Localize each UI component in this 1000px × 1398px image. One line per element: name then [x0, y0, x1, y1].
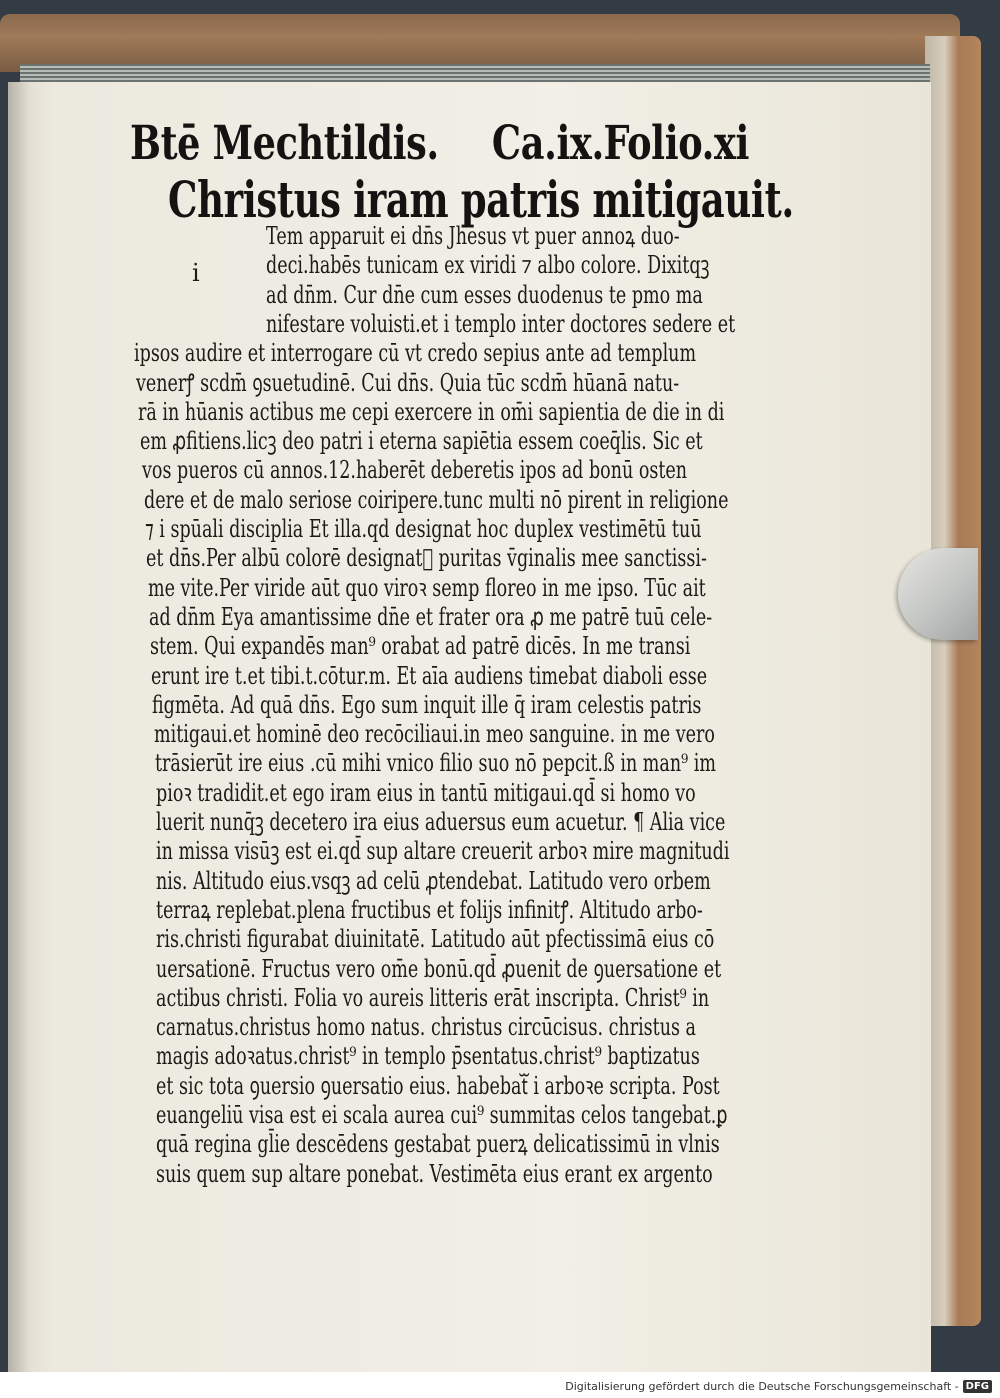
text-line: stem. Qui expandēs man⁹ orabat ad patrē dicēs. In me transi [150, 632, 691, 661]
text-line: terraꝝ replebat.plena fructibus et folijs infinitꝭ. Altitudo arbo- [156, 895, 703, 924]
running-head-left: Btē Mechtildis. [130, 116, 439, 171]
text-line: Tem apparuit ei dn̄s Jhesus vt puer annoꝝ duo- [266, 222, 680, 250]
marginal-letter: i [192, 259, 200, 287]
text-line: venerꝭ scdm̄ ꝯsuetudinē. Cui dn̄s. Quia tūc scdm̄ hūanā natu- [136, 368, 680, 397]
text-line: pioꝛ tradidit.et ego iram eius in tantū mitigaui.qd̄ si homo vo [156, 778, 696, 807]
text-line: vos pueros cū annos.12.haberēt deberetis ipos ad bonū osten [142, 456, 688, 485]
text-line: mitigaui.et hominē deo recōciliaui.in meo sanguine. in me vero [153, 720, 715, 749]
dfg-logo: DFG [963, 1380, 992, 1393]
running-head-folio: Folio.xi [603, 116, 750, 171]
text-line: uersationē. Fructus vero om̄e bonū.qd̄ ꝓuenit de ꝯuersatione et [156, 954, 722, 983]
text-line: erunt ire t.et tibi.t.cōtur.m. Et aīa audiens timebat diaboli esse [151, 661, 708, 690]
text-line: in missa visūꝫ est ei.qd̄ sup altare creuerit arboꝛ mire magnitudi [156, 837, 730, 866]
text-line: suis quem sup altare ponebat. Vestimēta eius erant ex argento [156, 1159, 713, 1188]
text-line: ⁊ i spūali disciplia Et illa.qd designat hoc duplex vestimētū tuū [145, 515, 702, 543]
book-cover-board-right [925, 36, 981, 1326]
footer-credit [565, 1377, 992, 1395]
text-line: et dn̄s.Per albū colorē designatᷓ puritas v̄ginalis mee sanctissi- [146, 544, 708, 573]
text-line: carnatus.christus homo natus. christus circūcisus. christus a [156, 1013, 696, 1042]
chapter-title: Christus iram patris mitigauit. [168, 170, 794, 229]
text-line: nifestare voluisti.et i templo inter doctores sedere et [266, 309, 736, 338]
funding-text: Digitalisierung gefördert durch die Deutsche Forschungsgemeinschaft - [565, 1379, 959, 1393]
text-line: et sic tota ꝯuersio ꝯuersatio eius. habebatᷓ i arboꝛe scripta. Post [156, 1071, 720, 1100]
text-line: ad dn̄m Eya amantissime dn̄e et frater ora ꝓ me patrē tuū cele- [148, 602, 712, 631]
text-line: euangeliū visa est ei scala aurea cui⁹ summitas celos tangebat.ꝑ [156, 1101, 728, 1129]
text-line: em ꝓfitiens.licꝫ deo patri i eterna sapiētia essem coeq̄lis. Sic et [140, 427, 703, 456]
text-line: dere et de malo seriose coiripere.tunc multi nō pirent in religione [144, 485, 729, 514]
text-line: ad dn̄m. Cur dn̄e cum esses duodenus te pmo ma [266, 280, 703, 309]
text-line: deci.habēs tunicam ex viridi ⁊ albo colore. Dixitqꝫ [266, 251, 710, 280]
text-line: ris.christi figurabat diuinitatē. Latitudo aūt pfectissimā eius cō [156, 925, 715, 954]
running-head [130, 116, 750, 172]
running-head-chapter: Ca.ix. [491, 116, 604, 171]
spine-shadow [8, 82, 30, 1372]
text-line: luerit nunq̄ꝫ decetero ira eius aduersus eum acuetur. ¶ Alia vice [156, 808, 726, 836]
text-line: me vite.Per viride aūt quo viroꝛ semp floreo in me ipso. Tūc ait [147, 573, 706, 602]
text-line: trāsierūt ire eius .cū mihi vnico filio suo nō pepcit.ß in man⁹ im [154, 749, 716, 778]
text-line: actibus christi. Folia vo aureis litteris erāt inscripta. Christ⁹ in [156, 983, 710, 1012]
text-line: rā in hūanis actibus me cepi exercere in om̄i sapientia de die in di [138, 397, 725, 426]
text-line: nis. Altitudo eius.vsqꝫ ad celū ꝓtendebat. Latitudo vero orbem [156, 866, 711, 895]
text-line: magis adoꝛatus.christ⁹ in templo p̄sentatus.christ⁹ baptizatus [156, 1042, 700, 1071]
text-line: ipsos audire et interrogare cū vt credo sepius ante ad templum [134, 339, 697, 368]
text-line: figmēta. Ad quā dn̄s. Ego sum inquit ille q̄ iram celestis patris [152, 690, 702, 719]
text-line: quā regina gl̄ie descēdens gestabat puerꝝ delicatissimū in vlnis [156, 1130, 720, 1159]
